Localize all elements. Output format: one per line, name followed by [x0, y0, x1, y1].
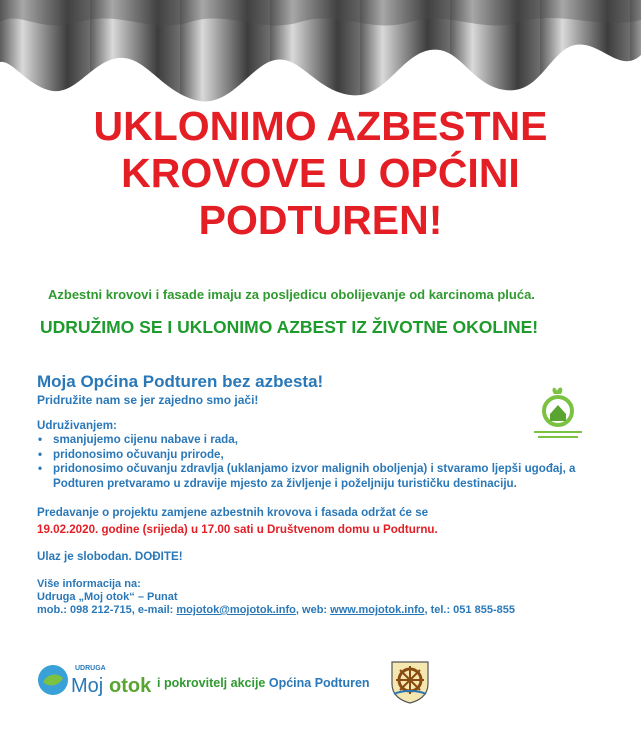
web-link[interactable]: www.mojotok.info [330, 604, 425, 616]
benefits-list [37, 433, 607, 491]
bullets-intro: Udruživanjem: [37, 419, 117, 432]
event-intro: Predavanje o projektu zamjene azbestnih krovova i fasada održat će se [37, 506, 429, 519]
logo-main-text: Moj [71, 675, 104, 697]
title-line-1: UKLONIMO AZBESTNE [93, 103, 548, 149]
lead-text: Azbestni krovovi i fasade imaju za posljedicu obolijevanje od karcinoma pluća. [48, 287, 535, 302]
list-item: • pridonosimo očuvanju prirode, [37, 448, 607, 463]
title-line-3: PODTUREN! [198, 197, 443, 243]
footer-text [157, 676, 370, 690]
podturen-coat-of-arms-icon [390, 660, 430, 704]
entry-note: Ulaz je slobodan. DOĐITE! [37, 550, 183, 563]
title-line-2: KROVOVE U OPĆINI [121, 150, 520, 196]
contact-line [37, 604, 515, 616]
main-title [20, 103, 621, 244]
contact-mob: mob.: 098 212-715, e-mail: [37, 604, 177, 616]
event-date: 19.02.2020. godine (srijeda) u 17.00 sati u Društvenom domu u Podturnu. [37, 523, 438, 536]
list-item: • pridonosimo očuvanju zdravlja (uklanjamo izvor malignih oboljenja) i stvaramo ljepši ugođaj, a Podturen pretvaramo u zdravije mjesto za življenje i poželjniju turističku destinaciju. [37, 462, 607, 491]
contact-heading: Više informacija na: [37, 578, 141, 590]
logo-accent-text: otok [109, 675, 152, 697]
list-item: • smanjujemo cijenu nabave i rada, [37, 433, 607, 448]
slogan: UDRUŽIMO SE I UKLONIMO AZBEST IZ ŽIVOTNE OKOLINE! [40, 317, 539, 337]
contact-web-label: , web: [295, 604, 331, 616]
footer-sponsor: Općina Podturen [268, 676, 370, 690]
moj-otok-logo [37, 658, 152, 700]
contact-org: Udruga „Moj otok“ – Punat [37, 591, 178, 603]
section-subheading: Pridružite nam se jer zajedno smo jači! [37, 393, 259, 407]
footer-sponsor-prefix: i pokrovitelj akcije [157, 676, 269, 690]
logo-small-text: UDRUGA [75, 665, 106, 672]
asbestos-roof-image [0, 0, 641, 112]
section-heading: Moja Općina Podturen bez azbesta! [37, 372, 324, 391]
email-link[interactable]: mojotok@mojotok.info [176, 604, 296, 616]
contact-tel: , tel.: 051 855-855 [424, 604, 515, 616]
